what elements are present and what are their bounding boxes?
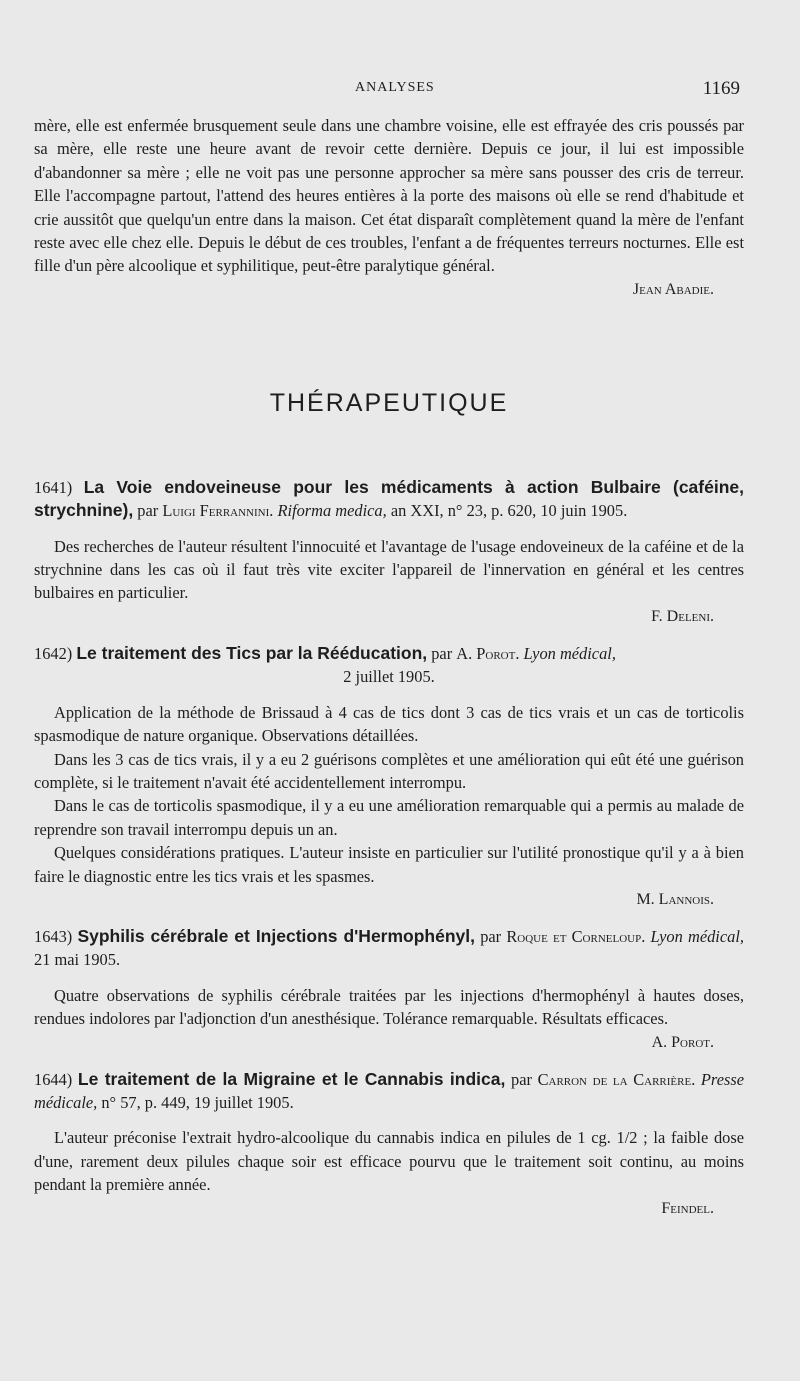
entry-by: par [133, 501, 163, 521]
entry-ref: 2 juillet 1905. [343, 667, 435, 687]
entry-number: 1641) [34, 477, 73, 497]
entry-title: Le traitement de la Migraine et le Cannabis indica, [77, 1068, 506, 1089]
entry-signature: F. Deleni. [651, 607, 714, 625]
entry-author: Carron de la Carrière. [537, 1069, 696, 1089]
entry-by: par [505, 1069, 538, 1089]
entry-heading [34, 1068, 744, 1115]
entry-1644 [34, 1068, 744, 1220]
entry-1643 [34, 925, 744, 1054]
entry-ref: an XXI, n° 23, p. 620, 10 juin 1905. [386, 501, 628, 521]
running-header [0, 78, 800, 102]
header-title: ANALYSES [355, 80, 435, 95]
entry-title: Syphilis cérébrale et Injections d'Hermophényl, [77, 925, 475, 946]
entry-number: 1643) [34, 926, 73, 946]
page-content [34, 114, 744, 1220]
entry-title: La Voie endoveineuse pour les médicaments à action Bulbaire (caféine, strychnine), [34, 476, 744, 521]
page-number: 1169 [702, 78, 740, 99]
entry-journal: Presse médicale, [34, 1069, 745, 1112]
entry-heading [34, 642, 744, 689]
entry-author: Luigi Ferrannini. [162, 501, 274, 521]
entry-journal: Riforma medica, [273, 501, 387, 521]
entry-paragraph: Quelques considérations pratiques. L'auteur insiste en particulier sur l'utilité pronostique qu'il y a à bien faire le diagnostic entre les tics vrais et les spasmes. [34, 843, 744, 886]
entry-signature: M. Lannois. [636, 890, 714, 908]
entry-signature: A. Porot. [651, 1033, 714, 1051]
entry-author: A. Porot. [456, 643, 520, 663]
intro-signature: Jean Abadie. [632, 280, 714, 298]
entry-paragraph: L'auteur préconise l'extrait hydro-alcoolique du cannabis indica en pilules de 1 cg. 1/2 ; la faible dose d'une, rarement deux pilules chaque soir est efficace pourvu que le traitement soit continu, au moins pendant la première année. [34, 1128, 744, 1195]
intro-paragraph: mère, elle est enfermée brusquement seule dans une chambre voisine, elle est effrayée des cris poussés par sa mère, elle reste une heure avant de revoir cette dernière. Depuis ce jour, il lui est impossible d'abandonner sa mère ; elle ne voit pas une personne approcher sa mère sans pousser des cris de terreur. Elle l'accompagne partout, l'attend des heures entières à la porte des maisons où elle se rend d'habitude et crie aussitôt que quelqu'un entre dans la maison. Cet état disparaît complètement quand la mère de l'enfant reste avec elle chez elle. Depuis le début de ces troubles, l'enfant a de fréquentes terreurs nocturnes. Elle est fille d'un père alcoolique et syphilitique, peut-être paralytique général. [34, 116, 744, 276]
entry-signature: Feindel. [661, 1199, 714, 1217]
entry-heading [34, 476, 744, 523]
entry-author: Roque et Corneloup. [506, 926, 646, 946]
entry-ref: n° 57, p. 449, 19 juillet 1905. [97, 1092, 294, 1112]
entry-by: par [427, 643, 457, 663]
entry-1641 [34, 476, 744, 628]
entry-paragraph: Application de la méthode de Brissaud à 4 cas de tics dont 3 cas de tics vrais et un cas de torticolis spasmodique de nature organique. Observations détaillées. [34, 702, 744, 746]
entry-journal: Lyon médical, [645, 926, 744, 946]
section-title: THÉRAPEUTIQUE [269, 388, 509, 417]
entry-ref: 21 mai 1905. [34, 950, 121, 970]
entry-paragraph: Des recherches de l'auteur résultent l'innocuité et l'avantage de l'usage endoveineux de la caféine et de la strychnine dans les cas où il faut très vite exciter l'appareil de l'innervation en général et les centres bulbaires en particulier. [34, 536, 744, 603]
entry-number: 1642) [34, 643, 73, 663]
entry-journal: Lyon médical, [519, 643, 616, 663]
entry-paragraph: Dans les 3 cas de tics vrais, il y a eu 2 guérisons complètes et une amélioration qui eût été une guérison complète, si le traitement n'avait été accidentellement interrompu. [34, 749, 744, 792]
entry-heading [34, 925, 744, 972]
entry-title: Le traitement des Tics par la Rééducation, [76, 642, 428, 663]
entry-paragraph: Quatre observations de syphilis cérébrale traitées par les injections d'hermophényl à hautes doses, rendues indolores par l'adjonction d'un anesthésique. Tolérance remarquable. Résultats efficaces. [34, 985, 744, 1029]
entry-paragraph: Dans le cas de torticolis spasmodique, il y a eu une amélioration remarquable qui a permis au malade de reprendre son travail interrompu depuis un an. [34, 796, 744, 839]
entry-by: par [475, 926, 507, 946]
entry-number: 1644) [34, 1069, 73, 1089]
entry-1642 [34, 642, 744, 911]
